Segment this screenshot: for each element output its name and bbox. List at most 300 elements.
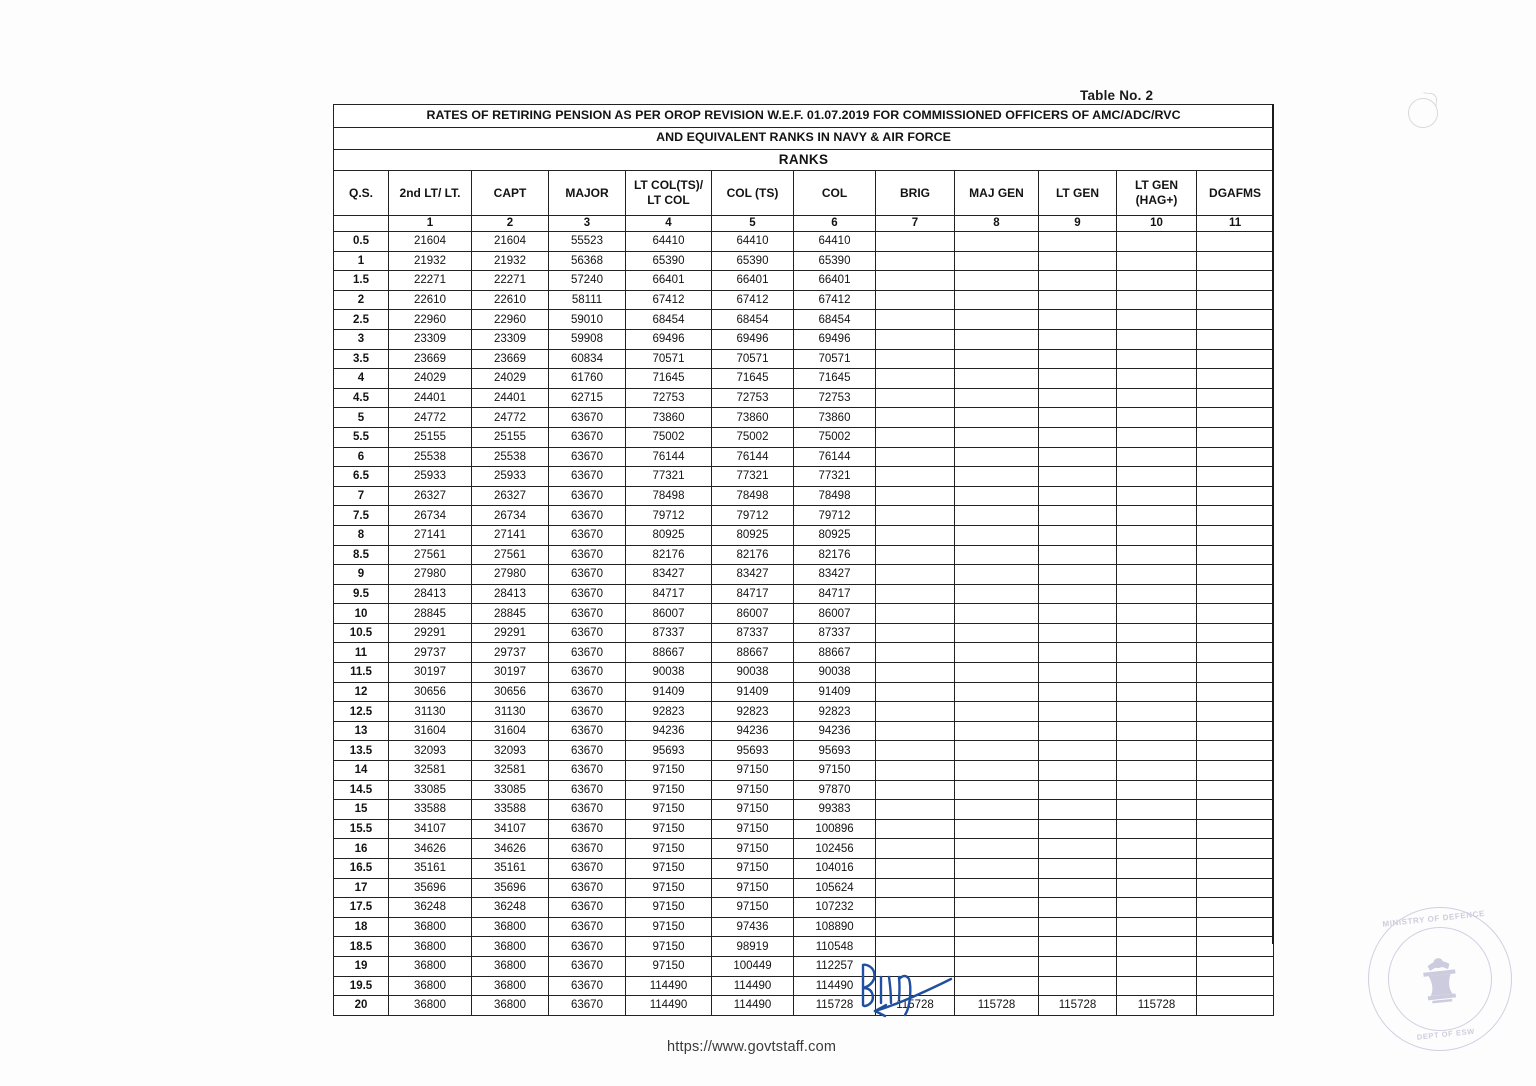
cell-value [955, 682, 1039, 702]
cell-value: 67412 [794, 290, 876, 310]
cell-value: 36800 [389, 917, 472, 937]
cell-value [955, 761, 1039, 781]
cell-value: 21932 [472, 251, 549, 271]
cell-value: 104016 [794, 859, 876, 879]
table-row [334, 721, 1274, 741]
table-row [334, 584, 1274, 604]
cell-value: 21604 [472, 232, 549, 252]
cell-value: 95693 [794, 741, 876, 761]
cell-value [1197, 702, 1274, 722]
cell-value: 84717 [712, 584, 794, 604]
cell-value: 71645 [626, 369, 712, 389]
cell-value: 67412 [712, 290, 794, 310]
column-number-5: 5 [712, 216, 794, 232]
column-header-col-ts: COL (TS) [712, 171, 794, 216]
cell-value [955, 780, 1039, 800]
cell-value: 115728 [876, 996, 955, 1016]
cell-value: 36800 [389, 976, 472, 996]
cell-value: 73860 [794, 408, 876, 428]
cell-value [1117, 369, 1197, 389]
cell-value: 23309 [389, 329, 472, 349]
cell-value: 97150 [626, 839, 712, 859]
cell-value [955, 349, 1039, 369]
cell-qs: 6.5 [334, 467, 389, 487]
cell-value: 98919 [712, 937, 794, 957]
table-row [334, 369, 1274, 389]
cell-value [1039, 917, 1117, 937]
cell-qs: 19.5 [334, 976, 389, 996]
cell-value [1117, 937, 1197, 957]
cell-value: 28845 [472, 604, 549, 624]
cell-value: 97150 [712, 878, 794, 898]
cell-value: 87337 [712, 623, 794, 643]
table-row [334, 525, 1274, 545]
cell-value [1197, 525, 1274, 545]
cell-qs: 19 [334, 956, 389, 976]
cell-value [1039, 310, 1117, 330]
cell-value: 27980 [472, 565, 549, 585]
table-row [334, 976, 1274, 996]
cell-value: 63670 [549, 996, 626, 1016]
cell-value: 63670 [549, 721, 626, 741]
cell-qs: 13 [334, 721, 389, 741]
cell-value: 97436 [712, 917, 794, 937]
cell-value: 94236 [712, 721, 794, 741]
cell-value [1039, 859, 1117, 879]
table-title-line-2: AND EQUIVALENT RANKS IN NAVY & AIR FORCE [334, 128, 1274, 150]
cell-value: 97150 [626, 819, 712, 839]
cell-value: 63670 [549, 917, 626, 937]
cell-value: 78498 [794, 486, 876, 506]
cell-value [1197, 937, 1274, 957]
cell-value [955, 741, 1039, 761]
cell-value: 31130 [389, 702, 472, 722]
cell-value: 108890 [794, 917, 876, 937]
cell-value [1117, 898, 1197, 918]
cell-value: 72753 [626, 388, 712, 408]
cell-value: 68454 [794, 310, 876, 330]
cell-value [1039, 408, 1117, 428]
table-row [334, 310, 1274, 330]
cell-value: 97150 [626, 859, 712, 879]
cell-value [1117, 467, 1197, 487]
cell-value: 63670 [549, 702, 626, 722]
cell-value [1197, 388, 1274, 408]
cell-qs: 15 [334, 800, 389, 820]
title-row-1 [334, 105, 1274, 128]
cell-value: 115728 [1039, 996, 1117, 1016]
cell-value: 82176 [712, 545, 794, 565]
cell-value [1039, 976, 1117, 996]
cell-value: 75002 [626, 427, 712, 447]
cell-value: 68454 [626, 310, 712, 330]
cell-value: 35696 [472, 878, 549, 898]
cell-value [876, 271, 955, 291]
cell-value: 36248 [472, 898, 549, 918]
cell-value [876, 388, 955, 408]
cell-value [1039, 721, 1117, 741]
cell-value [1039, 956, 1117, 976]
cell-value [1039, 271, 1117, 291]
cell-value: 32581 [389, 761, 472, 781]
cell-value [876, 819, 955, 839]
cell-value [1039, 780, 1117, 800]
cell-value [1197, 604, 1274, 624]
cell-value [876, 937, 955, 957]
cell-value [1039, 251, 1117, 271]
cell-value: 97870 [794, 780, 876, 800]
cell-value: 63670 [549, 506, 626, 526]
cell-value [1039, 506, 1117, 526]
cell-value: 91409 [626, 682, 712, 702]
column-number-2: 2 [472, 216, 549, 232]
cell-value [1039, 486, 1117, 506]
cell-value: 82176 [794, 545, 876, 565]
cell-value: 83427 [626, 565, 712, 585]
cell-qs: 12.5 [334, 702, 389, 722]
cell-value: 63670 [549, 800, 626, 820]
cell-value: 90038 [794, 663, 876, 683]
cell-value: 66401 [712, 271, 794, 291]
cell-value [1117, 427, 1197, 447]
cell-value: 97150 [712, 819, 794, 839]
cell-value [1197, 506, 1274, 526]
cell-value [1197, 329, 1274, 349]
cell-value [1117, 329, 1197, 349]
cell-qs: 16.5 [334, 859, 389, 879]
cell-value [955, 663, 1039, 683]
table-row [334, 486, 1274, 506]
table-row [334, 388, 1274, 408]
cell-value: 71645 [712, 369, 794, 389]
cell-value: 90038 [712, 663, 794, 683]
cell-value [876, 369, 955, 389]
cell-value [955, 800, 1039, 820]
cell-value: 64410 [712, 232, 794, 252]
cell-value: 70571 [712, 349, 794, 369]
cell-qs: 14 [334, 761, 389, 781]
cell-value: 24401 [472, 388, 549, 408]
cell-value: 63670 [549, 937, 626, 957]
cell-value [955, 878, 1039, 898]
cell-value: 59010 [549, 310, 626, 330]
cell-value [1197, 996, 1274, 1016]
cell-value [876, 761, 955, 781]
cell-value [876, 486, 955, 506]
cell-value: 92823 [626, 702, 712, 722]
cell-value: 33085 [472, 780, 549, 800]
cell-value [1197, 369, 1274, 389]
cell-value [876, 917, 955, 937]
cell-value: 63670 [549, 486, 626, 506]
cell-value [876, 427, 955, 447]
cell-value: 63670 [549, 741, 626, 761]
cell-value [1117, 800, 1197, 820]
cell-value [1117, 623, 1197, 643]
cell-value: 70571 [794, 349, 876, 369]
cell-qs: 7 [334, 486, 389, 506]
cell-qs: 4.5 [334, 388, 389, 408]
cell-value [955, 937, 1039, 957]
cell-qs: 14.5 [334, 780, 389, 800]
column-header-lt-col-ts-line1: LT COL(TS)/ [633, 178, 704, 192]
cell-qs: 11.5 [334, 663, 389, 683]
column-header-lt-gen-hag [1117, 171, 1197, 216]
cell-value: 66401 [626, 271, 712, 291]
cell-value: 63670 [549, 682, 626, 702]
cell-value: 63670 [549, 565, 626, 585]
cell-value: 63670 [549, 408, 626, 428]
cell-qs: 9 [334, 565, 389, 585]
cell-value [876, 780, 955, 800]
cell-qs: 10.5 [334, 623, 389, 643]
cell-value: 114490 [626, 996, 712, 1016]
cell-value: 63670 [549, 663, 626, 683]
cell-value: 76144 [712, 447, 794, 467]
cell-value: 69496 [626, 329, 712, 349]
cell-value: 65390 [712, 251, 794, 271]
cell-value [876, 310, 955, 330]
table-row [334, 643, 1274, 663]
cell-value: 24401 [389, 388, 472, 408]
cell-value [1197, 271, 1274, 291]
cell-value [1039, 467, 1117, 487]
cell-value [876, 545, 955, 565]
cell-value: 33588 [389, 800, 472, 820]
table-row [334, 565, 1274, 585]
cell-value [1039, 525, 1117, 545]
cell-qs: 8.5 [334, 545, 389, 565]
table-outer-right-rule [1272, 104, 1274, 944]
cell-value [1197, 545, 1274, 565]
cell-value [1039, 329, 1117, 349]
cell-value: 79712 [626, 506, 712, 526]
cell-value [1039, 643, 1117, 663]
table-row [334, 271, 1274, 291]
table-head [334, 105, 1274, 232]
cell-value: 64410 [626, 232, 712, 252]
cell-value: 22610 [389, 290, 472, 310]
cell-value [1197, 232, 1274, 252]
table-row [334, 251, 1274, 271]
cell-value: 88667 [794, 643, 876, 663]
cell-value [1197, 800, 1274, 820]
cell-value: 58111 [549, 290, 626, 310]
cell-value [1117, 819, 1197, 839]
cell-value [1117, 604, 1197, 624]
cell-value [1197, 780, 1274, 800]
cell-value: 36800 [472, 937, 549, 957]
cell-value: 110548 [794, 937, 876, 957]
cell-value [955, 271, 1039, 291]
cell-value: 29737 [472, 643, 549, 663]
cell-value [1039, 369, 1117, 389]
cell-value [876, 623, 955, 643]
cell-value: 84717 [794, 584, 876, 604]
cell-value: 70571 [626, 349, 712, 369]
cell-value: 35161 [472, 859, 549, 879]
cell-value: 92823 [794, 702, 876, 722]
table-row [334, 349, 1274, 369]
cell-value [1197, 741, 1274, 761]
cell-value: 25933 [389, 467, 472, 487]
cell-value: 97150 [712, 800, 794, 820]
cell-value: 87337 [794, 623, 876, 643]
cell-qs: 20 [334, 996, 389, 1016]
cell-value: 24029 [472, 369, 549, 389]
cell-value [1117, 859, 1197, 879]
cell-qs: 18 [334, 917, 389, 937]
cell-value [1117, 584, 1197, 604]
cell-value: 63670 [549, 898, 626, 918]
cell-value [1117, 741, 1197, 761]
cell-value: 31604 [389, 721, 472, 741]
cell-value: 63670 [549, 878, 626, 898]
cell-value [876, 604, 955, 624]
cell-value: 80925 [712, 525, 794, 545]
cell-value [876, 800, 955, 820]
cell-value: 72753 [712, 388, 794, 408]
table-row [334, 898, 1274, 918]
cell-value [955, 290, 1039, 310]
cell-value: 34626 [472, 839, 549, 859]
cell-value: 21604 [389, 232, 472, 252]
cell-value [955, 839, 1039, 859]
cell-value: 29737 [389, 643, 472, 663]
cell-value [955, 565, 1039, 585]
column-header-lt-gen-hag-line2: (HAG+) [1135, 193, 1178, 207]
cell-qs: 5 [334, 408, 389, 428]
cell-value: 76144 [626, 447, 712, 467]
cell-value: 22271 [389, 271, 472, 291]
cell-qs: 6 [334, 447, 389, 467]
cell-value: 97150 [712, 761, 794, 781]
cell-value: 83427 [712, 565, 794, 585]
cell-value [876, 329, 955, 349]
cell-qs: 0.5 [334, 232, 389, 252]
table-row [334, 800, 1274, 820]
cell-value: 72753 [794, 388, 876, 408]
cell-value: 27980 [389, 565, 472, 585]
cell-value [876, 702, 955, 722]
cell-value [1117, 251, 1197, 271]
cell-value: 114490 [626, 976, 712, 996]
cell-value [1039, 898, 1117, 918]
cell-value: 28845 [389, 604, 472, 624]
cell-value [1197, 427, 1274, 447]
cell-value: 73860 [712, 408, 794, 428]
column-number-10: 10 [1117, 216, 1197, 232]
cell-value [1117, 643, 1197, 663]
cell-value: 36800 [472, 976, 549, 996]
table-row [334, 859, 1274, 879]
cell-value: 27141 [472, 525, 549, 545]
table-row [334, 682, 1274, 702]
column-header-qs: Q.S. [334, 171, 389, 216]
cell-value: 66401 [794, 271, 876, 291]
cell-value [1117, 408, 1197, 428]
cell-value [955, 447, 1039, 467]
cell-value: 32093 [389, 741, 472, 761]
cell-value [1039, 584, 1117, 604]
cell-value [876, 447, 955, 467]
cell-value: 34626 [389, 839, 472, 859]
cell-value [1197, 447, 1274, 467]
table-row [334, 996, 1274, 1016]
cell-value: 97150 [712, 780, 794, 800]
cell-value [876, 859, 955, 879]
cell-value [1197, 408, 1274, 428]
cell-value [955, 408, 1039, 428]
cell-value: 27561 [472, 545, 549, 565]
cell-qs: 4 [334, 369, 389, 389]
cell-value [955, 643, 1039, 663]
cell-value: 24029 [389, 369, 472, 389]
cell-value: 26734 [389, 506, 472, 526]
cell-value [1117, 388, 1197, 408]
table-row [334, 232, 1274, 252]
cell-value: 63670 [549, 623, 626, 643]
cell-value: 87337 [626, 623, 712, 643]
cell-value: 63670 [549, 819, 626, 839]
cell-value [1197, 349, 1274, 369]
cell-value [1039, 741, 1117, 761]
cell-value [1039, 232, 1117, 252]
cell-value: 95693 [626, 741, 712, 761]
cell-value: 61760 [549, 369, 626, 389]
cell-value: 25538 [389, 447, 472, 467]
cell-value [1197, 486, 1274, 506]
cell-value: 63670 [549, 956, 626, 976]
column-number-row [334, 216, 1274, 232]
cell-value [1117, 682, 1197, 702]
cell-value: 30197 [389, 663, 472, 683]
cell-value: 23309 [472, 329, 549, 349]
cell-value: 80925 [626, 525, 712, 545]
cell-value [1117, 565, 1197, 585]
cell-value [1039, 878, 1117, 898]
cell-value: 25155 [472, 427, 549, 447]
cell-value: 22960 [389, 310, 472, 330]
cell-value [1117, 290, 1197, 310]
cell-value: 26327 [389, 486, 472, 506]
cell-qs: 13.5 [334, 741, 389, 761]
table-row [334, 447, 1274, 467]
table-row [334, 427, 1274, 447]
ashoka-emblem-icon [1414, 949, 1466, 1010]
cell-value [1197, 623, 1274, 643]
cell-value: 105624 [794, 878, 876, 898]
cell-value [1039, 545, 1117, 565]
table-row [334, 937, 1274, 957]
cell-qs: 18.5 [334, 937, 389, 957]
ranks-band-label: RANKS [334, 150, 1274, 171]
cell-value [1197, 663, 1274, 683]
cell-value [1117, 780, 1197, 800]
cell-value [955, 604, 1039, 624]
cell-value: 75002 [712, 427, 794, 447]
cell-value: 25933 [472, 467, 549, 487]
column-number-3: 3 [549, 216, 626, 232]
cell-value [955, 721, 1039, 741]
cell-value [1117, 721, 1197, 741]
cell-value: 107232 [794, 898, 876, 918]
table-title-line-1: RATES OF RETIRING PENSION AS PER OROP REVISION W.E.F. 01.07.2019 FOR COMMISSIONED OFFICERS OF AMC/ADC/RVC [334, 105, 1274, 128]
cell-value: 33588 [472, 800, 549, 820]
column-header-2nd-lt: 2nd LT/ LT. [389, 171, 472, 216]
cell-value: 97150 [626, 800, 712, 820]
cell-value: 94236 [794, 721, 876, 741]
